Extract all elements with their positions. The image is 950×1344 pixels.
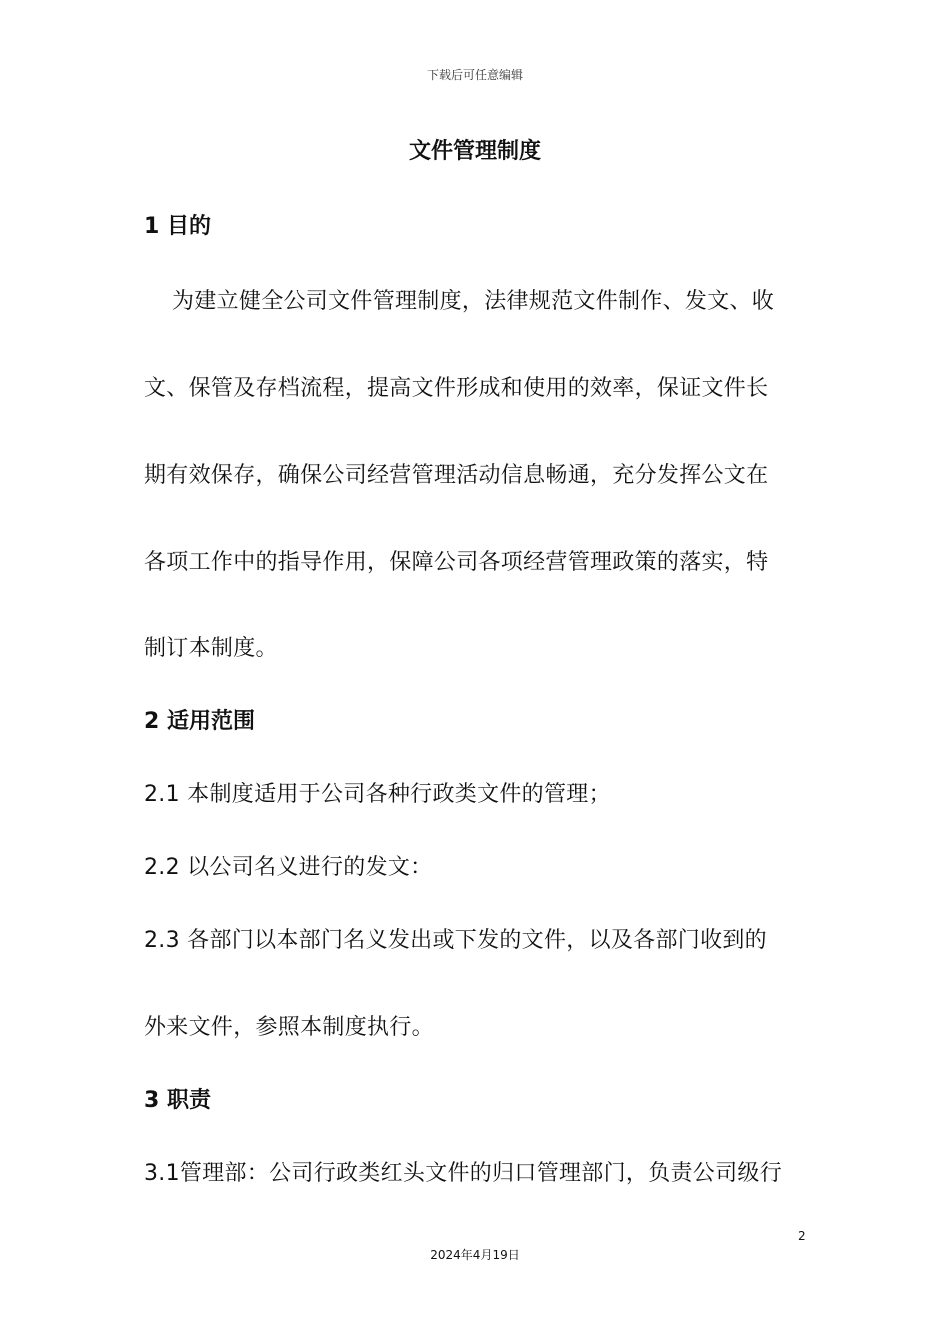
paragraph-line: 期有效保存，确保公司经营管理活动信息畅通，充分发挥公文在 [144, 463, 769, 488]
section-heading-scope: 2 适用范围 [144, 709, 255, 734]
paragraph-line: 为建立健全公司文件管理制度，法律规范文件制作、发文、收 [172, 289, 775, 314]
page-number: 2 [798, 1229, 806, 1243]
document-title: 文件管理制度 [408, 139, 541, 164]
header-note: 下载后可任意编辑 [426, 68, 523, 82]
paragraph-line: 文、保管及存档流程，提高文件形成和使用的效率，保证文件长 [144, 376, 769, 401]
paragraph-line: 2.1 本制度适用于公司各种行政类文件的管理； [144, 782, 611, 807]
paragraph-line: 外来文件，参照本制度执行。 [144, 1015, 434, 1040]
section-heading-responsibilities: 3 职责 [144, 1088, 211, 1113]
paragraph-line: 2.2 以公司名义进行的发文： [144, 855, 433, 880]
section-heading-purpose: 1 目的 [144, 214, 211, 239]
paragraph-line: 各项工作中的指导作用，保障公司各项经营管理政策的落实，特 [144, 550, 769, 575]
paragraph-line: 3.1管理部：公司行政类红头文件的归口管理部门，负责公司级行 [144, 1161, 782, 1186]
footer-date: 2024年4月19日 [430, 1248, 520, 1262]
paragraph-line: 2.3 各部门以本部门名义发出或下发的文件，以及各部门收到的 [144, 928, 767, 953]
paragraph-line: 制订本制度。 [144, 636, 278, 661]
